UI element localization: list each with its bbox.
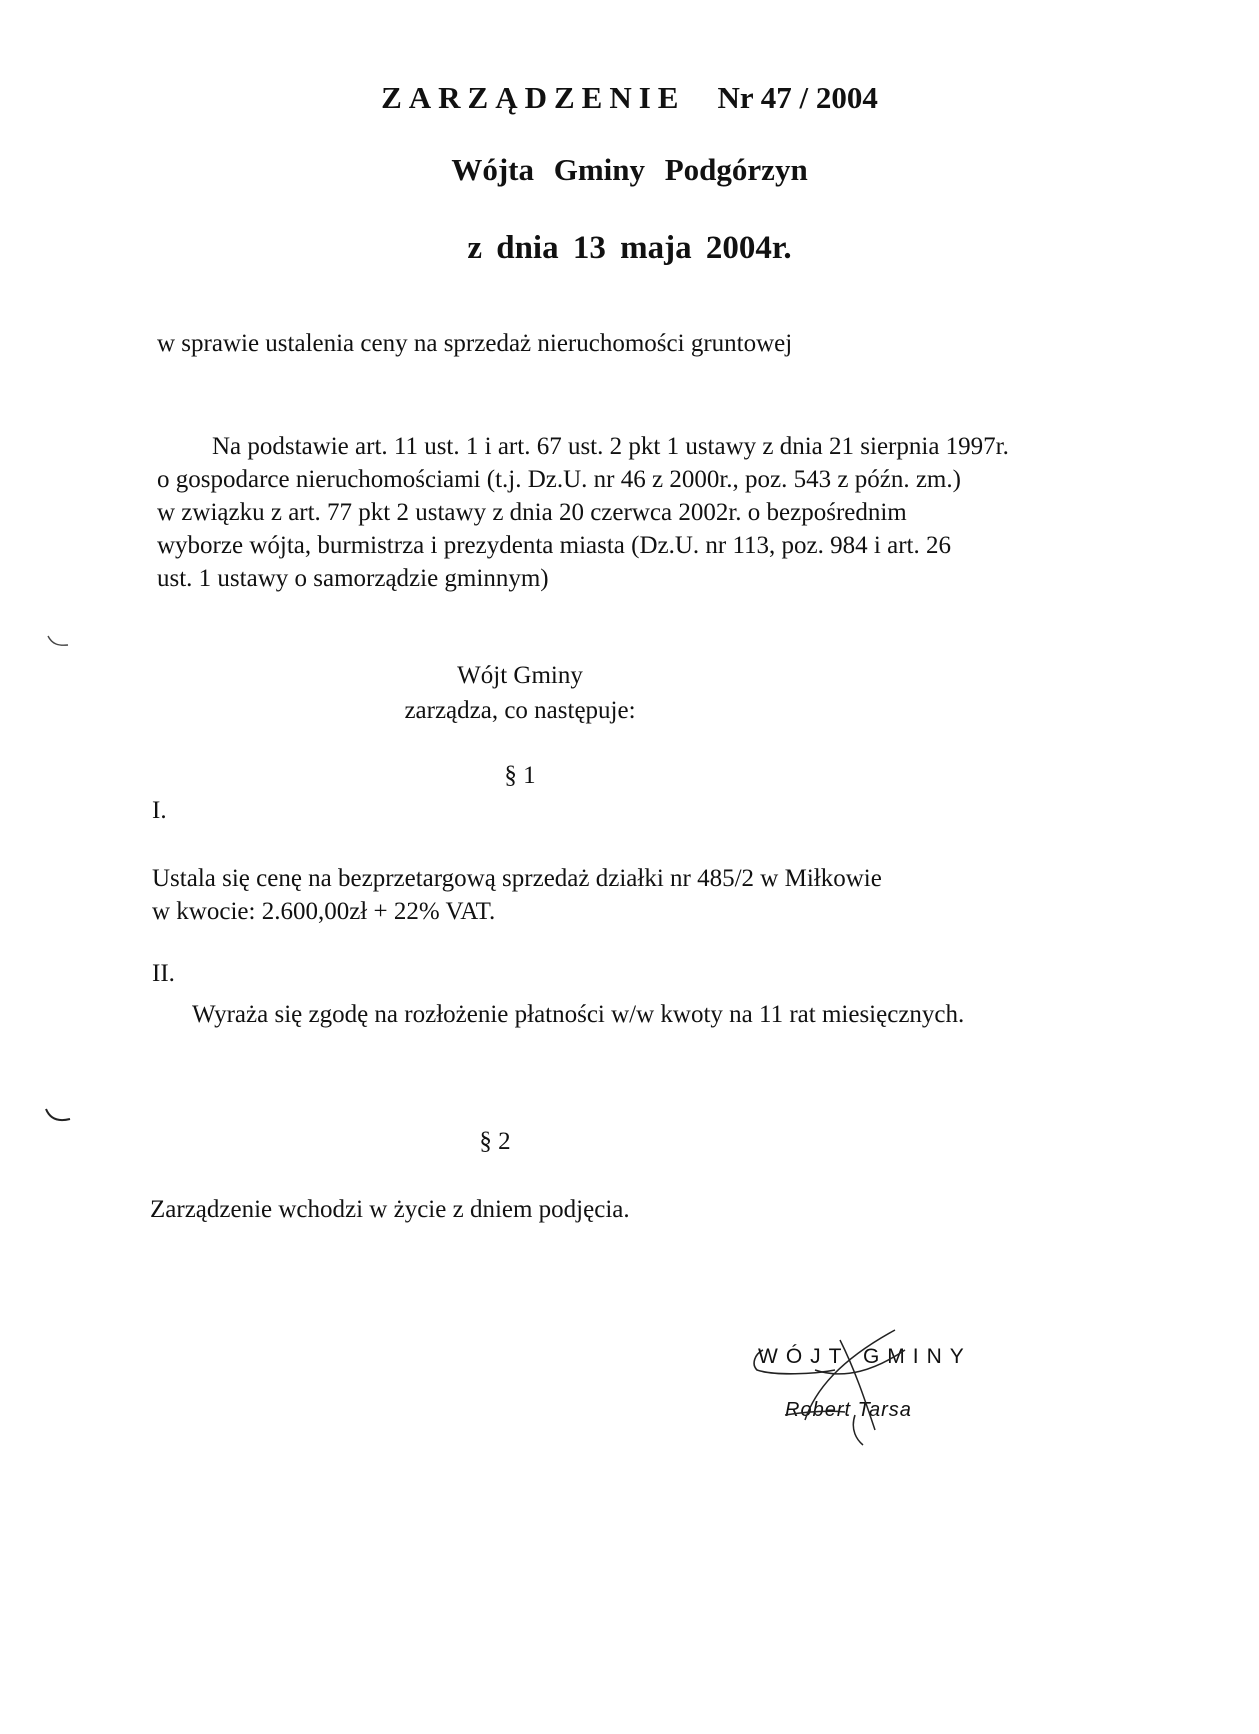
legal-basis	[157, 430, 1009, 595]
document-date: z dnia 13 maja 2004r.	[467, 230, 792, 266]
item-1-text	[152, 862, 882, 928]
issuer: Wójt Gminy	[457, 662, 583, 689]
legal-basis-line: ust. 1 ustawy o samorządzie gminnym)	[157, 565, 549, 592]
section-2-heading: § 2	[479, 1128, 511, 1155]
item-1-line: Ustala się cenę na bezprzetargową sprzedaż działki nr 485/2 w Miłkowie	[152, 865, 882, 892]
stamp-title: WÓJT GMINY	[758, 1345, 972, 1368]
legal-basis-line: w związku z art. 77 pkt 2 ustawy z dnia 20 czerwca 2002r. o bezpośrednim	[157, 499, 907, 526]
scan-mark	[40, 630, 80, 660]
item-1-label: I.	[152, 797, 167, 824]
item-2-label: II.	[152, 960, 175, 987]
document-issuer-heading: Wójta Gminy Podgórzyn	[451, 152, 808, 187]
document-number: Nr 47 / 2004	[717, 80, 878, 115]
document-subject: w sprawie ustalenia ceny na sprzedaż nieruchomości gruntowej	[157, 330, 793, 357]
section-1-heading: § 1	[504, 762, 536, 789]
item-1-line: w kwocie: 2.600,00zł + 22% VAT.	[152, 898, 496, 925]
document-type: ZARZĄDZENIE	[381, 80, 686, 115]
document-title	[0, 80, 1259, 116]
order-phrase: zarządza, co następuje:	[404, 697, 636, 724]
legal-basis-line: Na podstawie art. 11 ust. 1 i art. 67 ust. 2 pkt 1 ustawy z dnia 21 sierpnia 1997r.	[212, 433, 1009, 460]
item-2-text: Wyraża się zgodę na rozłożenie płatności w/w kwoty na 11 rat miesięcznych.	[192, 1001, 965, 1028]
legal-basis-line: wyborze wójta, burmistrza i prezydenta miasta (Dz.U. nr 113, poz. 984 i art. 26	[157, 532, 951, 559]
legal-basis-line: o gospodarce nieruchomościami (t.j. Dz.U. nr 46 z 2000r., poz. 543 z późn. zm.)	[157, 466, 961, 493]
scan-mark	[40, 1105, 80, 1135]
section-2-text: Zarządzenie wchodzi w życie z dniem podjęcia.	[150, 1196, 630, 1223]
stamp-name: Robert Tarsa	[785, 1399, 912, 1421]
signature	[745, 1320, 945, 1460]
